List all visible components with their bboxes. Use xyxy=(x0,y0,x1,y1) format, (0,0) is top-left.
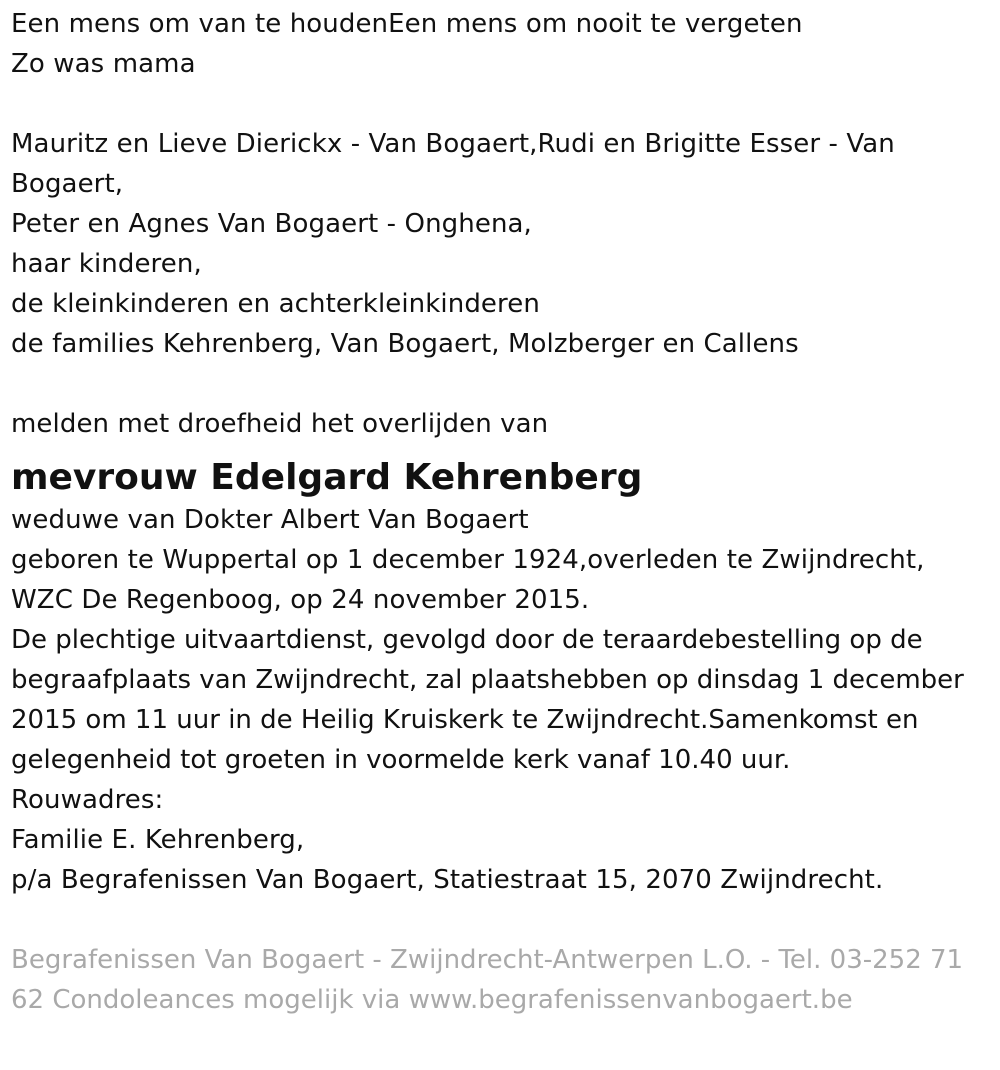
family-line-6: de families Kehrenberg, Van Bogaert, Molzberger en Callens xyxy=(11,329,799,359)
family-line-4: haar kinderen, xyxy=(11,249,202,279)
intro-block xyxy=(11,4,990,84)
deceased-details xyxy=(11,500,990,620)
address-label: Rouwadres: xyxy=(11,785,164,815)
address-line-1: Familie E. Kehrenberg, xyxy=(11,825,305,855)
birth-death-line-1: geboren te Wuppertal op 1 december 1924,overleden te Zwijndrecht, xyxy=(11,545,925,575)
widow-of-line: weduwe van Dokter Albert Van Bogaert xyxy=(11,505,529,535)
spacer xyxy=(11,84,990,124)
intro-line-1: Een mens om van te houdenEen mens om nooit te vergeten xyxy=(11,9,803,39)
spacer xyxy=(11,364,990,404)
family-line-5: de kleinkinderen en achterkleinkinderen xyxy=(11,289,540,319)
intro-line-2: Zo was mama xyxy=(11,49,196,79)
announcement-text: melden met droefheid het overlijden van xyxy=(11,409,549,439)
family-line-3: Peter en Agnes Van Bogaert - Onghena, xyxy=(11,209,532,239)
address-line-2: p/a Begrafenissen Van Bogaert, Statiestraat 15, 2070 Zwijndrecht. xyxy=(11,865,884,895)
family-block xyxy=(11,124,990,364)
funeral-home-footer: Begrafenissen Van Bogaert - Zwijndrecht-Antwerpen L.O. - Tel. 03-252 71 62 Condoleances mogelijk via www.begrafenissenvanbogaert.be xyxy=(11,945,964,1015)
family-line-2: Bogaert, xyxy=(11,169,124,199)
ceremony-paragraph: De plechtige uitvaartdienst, gevolgd door de teraardebestelling op de begraafplaats van Zwijndrecht, zal plaatshebben op dinsdag 1 december 2015 om 11 uur in de Heilig Kruiskerk te Zwijndrecht.Samenkomst en gelegenheid tot groeten in voormelde kerk vanaf 10.40 uur. xyxy=(11,625,964,775)
mourning-address xyxy=(11,780,990,900)
family-line-1: Mauritz en Lieve Dierickx - Van Bogaert,Rudi en Brigitte Esser - Van xyxy=(11,129,895,159)
birth-death-line-2: WZC De Regenboog, op 24 november 2015. xyxy=(11,585,590,615)
deceased-name: mevrouw Edelgard Kehrenberg xyxy=(11,457,643,498)
